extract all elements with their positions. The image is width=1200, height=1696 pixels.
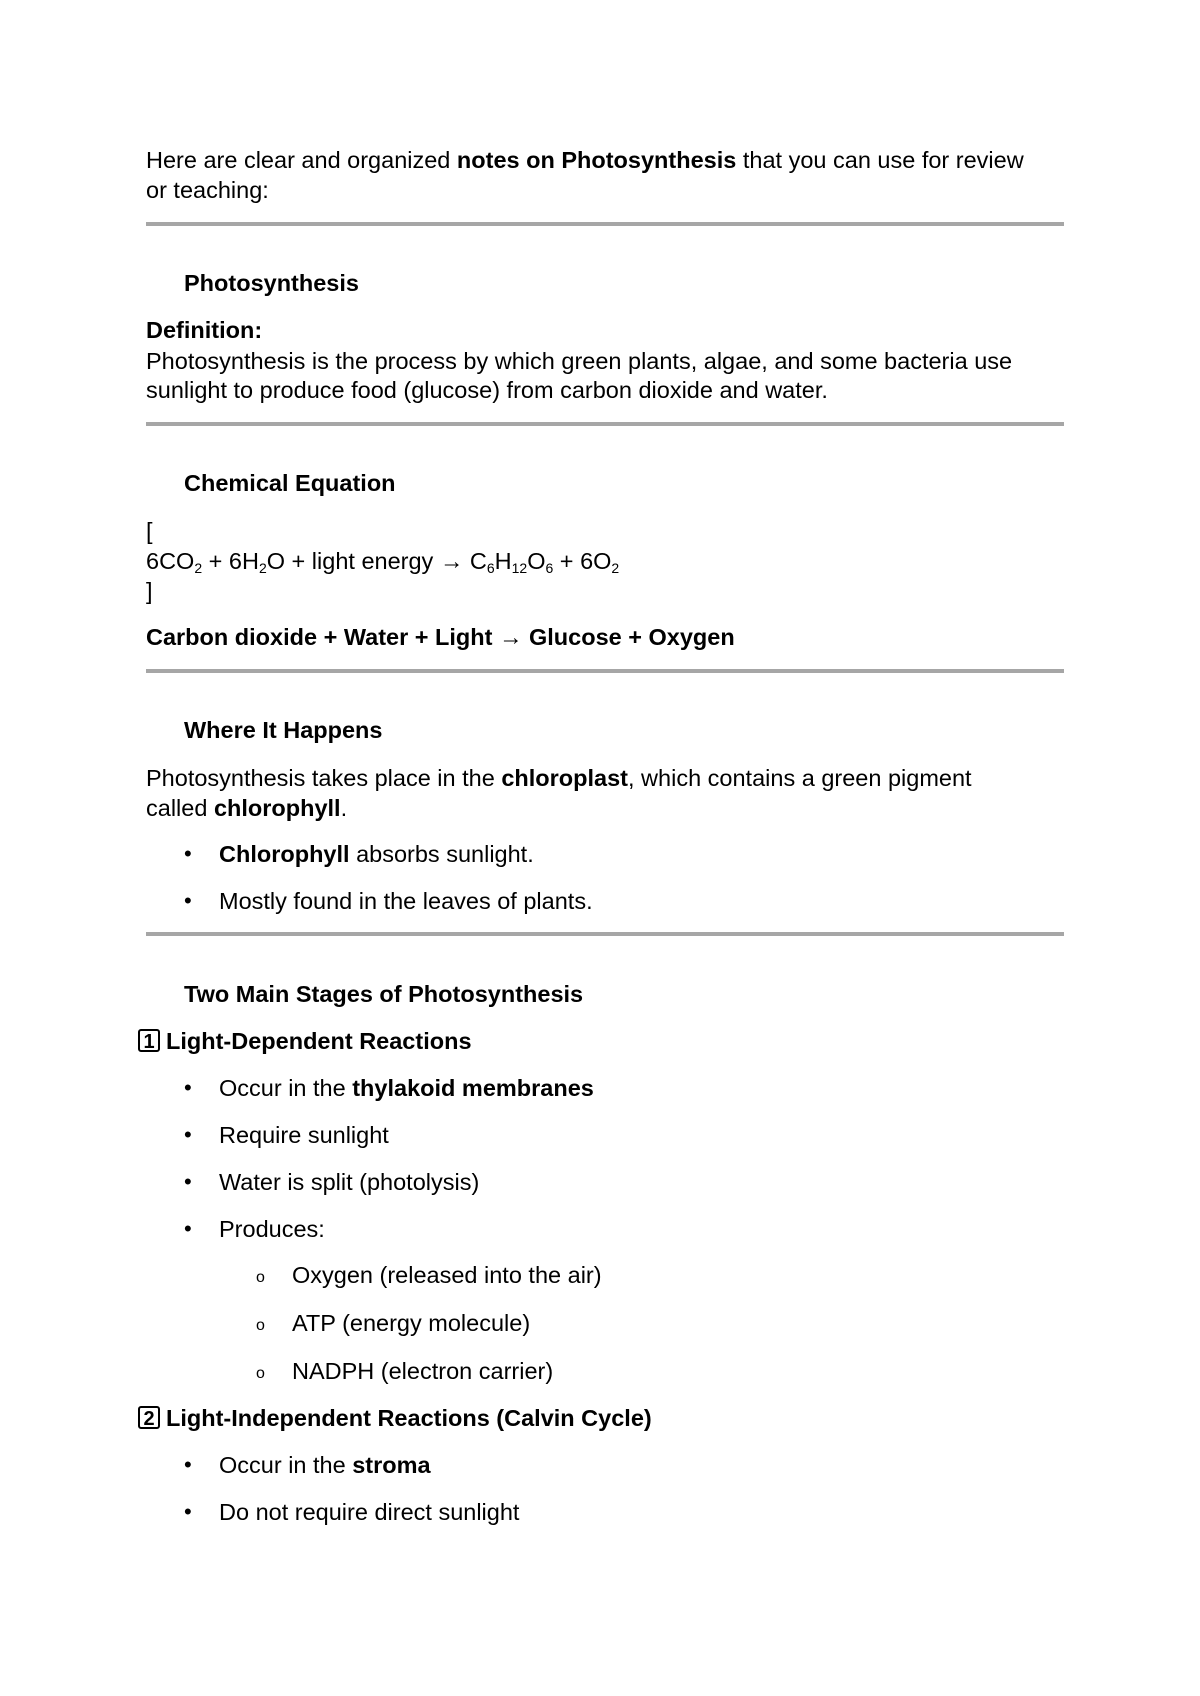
- bullet-icon: •: [184, 1169, 192, 1194]
- bullet-icon: •: [184, 1499, 192, 1524]
- section-heading-where-it-happens: Where It Happens: [184, 717, 383, 743]
- stage-2-heading: [143, 1403, 1046, 1433]
- location-line-2: called chlorophyll.: [146, 795, 348, 821]
- list-item: Require sunlight: [219, 1122, 389, 1148]
- divider: [146, 932, 1064, 936]
- intro-bold: notes on Photosynthesis: [456, 147, 737, 173]
- bullet-icon: •: [184, 1452, 192, 1477]
- sub-list-item: ATP (energy molecule): [292, 1310, 531, 1336]
- bullet-icon: •: [184, 841, 192, 866]
- stage-2-label: Light-Independent Reactions (Calvin Cycle): [166, 1405, 652, 1431]
- divider: [146, 222, 1064, 226]
- word-equation: Carbon dioxide + Water + Light → Glucose + Oxygen: [146, 624, 735, 650]
- intro-text: Here are clear and organized: [146, 147, 457, 173]
- bullet-icon: •: [184, 888, 192, 913]
- sub-bullet-icon: o: [256, 1317, 265, 1334]
- bullet-icon: •: [184, 1075, 192, 1100]
- definition-line-1: Photosynthesis is the process by which green plants, algae, and some bacteria use: [146, 348, 1013, 374]
- chloroplast-term: chloroplast: [501, 765, 628, 791]
- stage-1-heading: [143, 1026, 1046, 1056]
- list-item: Do not require direct sunlight: [219, 1499, 520, 1525]
- list-item: Water is split (photolysis): [219, 1169, 480, 1195]
- list-item: Chlorophyll absorbs sunlight.: [219, 841, 534, 867]
- intro-text-end: that you can use for review: [736, 147, 1024, 173]
- number-2-icon: 2: [138, 1406, 160, 1429]
- definition-line-2: sunlight to produce food (glucose) from carbon dioxide and water.: [146, 377, 828, 403]
- location-line-1: Photosynthesis takes place in the chloroplast, which contains a green pigment: [146, 765, 972, 791]
- bullet-icon: •: [184, 1216, 192, 1241]
- chlorophyll-term: chlorophyll: [213, 795, 341, 821]
- bracket-open: [: [146, 518, 153, 544]
- divider: [146, 422, 1064, 426]
- definition-label: Definition:: [146, 317, 263, 343]
- stage-1-label: Light-Dependent Reactions: [166, 1028, 472, 1054]
- bullet-icon: •: [184, 1122, 192, 1147]
- sub-bullet-icon: o: [256, 1365, 265, 1382]
- section-heading-photosynthesis: Photosynthesis: [184, 270, 359, 296]
- list-item: Mostly found in the leaves of plants.: [219, 888, 593, 914]
- sub-bullet-icon: o: [256, 1269, 265, 1286]
- section-heading-two-main-stages: Two Main Stages of Photosynthesis: [184, 981, 584, 1007]
- chemical-equation: $6CO_2 + 6H_2O$ + light energy → $C_6H_{12}O_6 + 6O_2$: [146, 548, 620, 576]
- intro-line-1: [146, 145, 1024, 175]
- list-item: Occur in the stroma: [219, 1452, 431, 1478]
- list-item: Produces:: [219, 1216, 325, 1242]
- intro-line-2: or teaching:: [146, 177, 269, 203]
- list-item: Occur in the thylakoid membranes: [219, 1075, 594, 1101]
- bracket-close: ]: [146, 578, 153, 604]
- divider: [146, 669, 1064, 673]
- sub-list-item: NADPH (electron carrier): [292, 1358, 554, 1384]
- sub-list-item: Oxygen (released into the air): [292, 1262, 602, 1288]
- number-1-icon: 1: [138, 1029, 160, 1052]
- section-heading-chemical-equation: Chemical Equation: [184, 470, 396, 496]
